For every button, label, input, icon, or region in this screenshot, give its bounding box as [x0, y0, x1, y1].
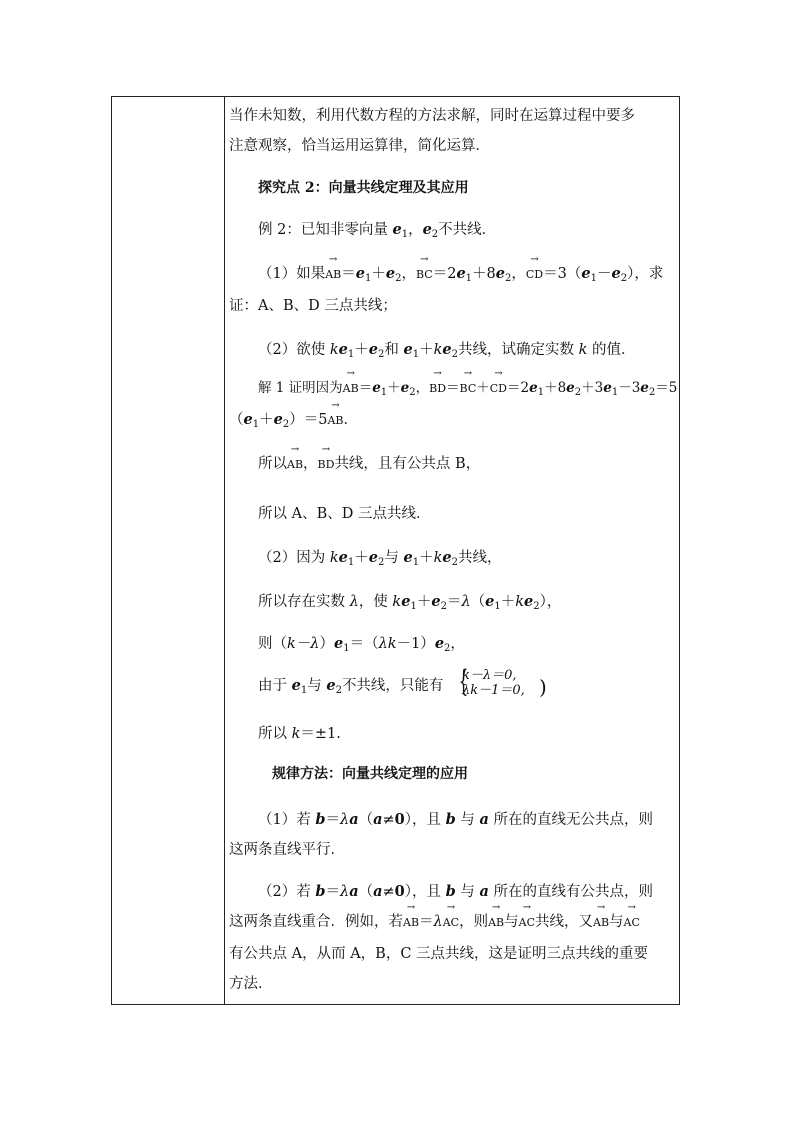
comma: ，: [450, 636, 465, 652]
vector-e: e: [401, 593, 411, 610]
part-2-statement: [258, 340, 636, 365]
vector-AC: → AC: [519, 913, 535, 933]
then-text: 则（: [258, 636, 287, 652]
subscript: 2: [377, 557, 385, 568]
subscript: 2: [282, 419, 290, 430]
example-suffix: 不共线．: [438, 222, 497, 238]
with-text: 与: [455, 812, 480, 828]
with-text: 与: [384, 550, 404, 566]
part-label: （2）欲使: [258, 342, 330, 358]
subscript: 1: [347, 349, 355, 360]
plus: ＋: [419, 550, 434, 566]
vector-a: a: [479, 811, 489, 828]
solution-line-1: [258, 378, 677, 403]
with-text: 与: [504, 914, 519, 930]
var-k: k: [515, 594, 525, 610]
var-k: k: [291, 726, 301, 742]
var-k: k: [329, 342, 339, 358]
equals: ＝: [446, 594, 462, 610]
paren-open: （: [470, 594, 486, 610]
equals-5: ＝5: [655, 380, 678, 396]
period: ．: [343, 412, 358, 428]
section-title: 探究点 2：向量共线定理及其应用: [258, 180, 469, 196]
vector-e: e: [456, 265, 466, 282]
vector-b: b: [315, 883, 326, 900]
vector-e: e: [291, 677, 301, 694]
var-lambda: λ: [339, 812, 350, 828]
plus-8: ＋8: [472, 266, 496, 282]
result-line: [258, 724, 341, 744]
vector-e: e: [333, 635, 344, 652]
vector-e: e: [495, 265, 506, 282]
var-lambda: λ: [349, 594, 359, 610]
not-equal: ≠: [382, 884, 395, 900]
vector-e: e: [338, 549, 348, 566]
vector-e: e: [400, 380, 410, 396]
paren-open: （: [358, 812, 374, 828]
vector-e: e: [422, 221, 432, 238]
rule-tail: 所在的直线有公共点，则: [488, 884, 653, 900]
rule-tail: 所在的直线无公共点，则: [488, 812, 653, 828]
vector-e: e: [442, 341, 452, 358]
so-text: 所以: [258, 726, 292, 742]
plus-8: ＋8: [544, 380, 567, 396]
equals-2: ＝2: [507, 380, 530, 396]
var-k: k: [578, 342, 588, 358]
vector-BC: → BC: [460, 379, 477, 399]
with-text: 与: [609, 914, 624, 930]
solution-line-2: [229, 410, 358, 435]
subscript: 2: [444, 643, 451, 654]
paren-open: （: [358, 884, 374, 900]
vector-a: a: [373, 811, 383, 828]
comma: ，: [303, 456, 318, 472]
subscript: 1: [412, 349, 420, 360]
vector-e: e: [243, 411, 253, 428]
collinear-text: 共线，: [457, 550, 502, 566]
minus-one: －1）: [396, 636, 435, 652]
part-label: （2）因为: [258, 550, 330, 566]
k-minus-lambda: k－λ: [287, 636, 320, 652]
vector-e: e: [485, 593, 495, 610]
so-text: 所以: [258, 456, 287, 472]
equals: ＝: [341, 266, 356, 282]
part-tail: 共线，试确定实数: [457, 342, 579, 358]
equals: ＝（: [349, 636, 379, 652]
vector-e: e: [611, 265, 621, 282]
subscript: 1: [365, 273, 372, 284]
vector-b: b: [315, 811, 326, 828]
subscript: 1: [343, 643, 350, 654]
vector-AB: → AB: [327, 411, 343, 431]
subscript: 2: [574, 387, 582, 398]
part-1-line-1: [258, 264, 663, 289]
vector-e: e: [566, 380, 575, 396]
then-text: ，则: [459, 914, 489, 930]
example-2-statement: [258, 220, 496, 245]
subscript: 2: [377, 349, 385, 360]
vector-AB: → AB: [343, 379, 359, 399]
vector-AB: → AB: [488, 913, 504, 933]
var-lambda: λ: [339, 884, 350, 900]
subscript: 2: [451, 349, 458, 360]
subscript: 2: [335, 685, 342, 696]
subscript: 2: [533, 601, 540, 612]
vector-e: e: [431, 593, 441, 610]
plus: ＋: [354, 342, 369, 358]
vector-AB: → AB: [403, 913, 419, 933]
vector-e: e: [442, 549, 452, 566]
plus-3: ＋3: [581, 380, 604, 396]
subscript: 2: [620, 273, 628, 284]
part-1-line-2: 证：A、B、D 三点共线；: [229, 298, 397, 314]
vector-e: e: [273, 411, 283, 428]
plus: ＋: [419, 342, 434, 358]
vector-BD: → BD: [318, 455, 335, 475]
comma: ，: [401, 266, 416, 282]
zero-vector: 0: [394, 811, 405, 828]
exist-text: 所以存在实数: [258, 594, 350, 610]
vector-e: e: [529, 380, 538, 396]
solution-part-2-line: [258, 548, 501, 573]
paren-close: ）: [319, 636, 334, 652]
result-value: ＝±1.: [300, 726, 341, 742]
plus: ＋: [500, 594, 516, 610]
var-lambda: λ: [433, 914, 443, 930]
vector-a: a: [349, 811, 359, 828]
rule-1-line-1: [258, 810, 653, 830]
paren-close: ），: [539, 594, 562, 610]
equals-3: ＝3（: [543, 266, 582, 282]
vector-CD: → CD: [490, 379, 507, 399]
system-row-2: λk－1＝0,: [462, 683, 525, 698]
since-text: 由于: [258, 678, 292, 694]
such-that-text: ，使: [358, 594, 393, 610]
with-text: 与: [455, 884, 480, 900]
subscript: 2: [440, 601, 447, 612]
if-text: （1）若: [258, 812, 316, 828]
subscript: 1: [252, 419, 260, 430]
vector-e: e: [338, 341, 348, 358]
comma: ，: [415, 380, 430, 396]
example-prefix: 例 2：已知非零向量: [258, 222, 388, 238]
vector-b: b: [445, 883, 456, 900]
vector-e: e: [434, 635, 445, 652]
vector-e: e: [326, 677, 336, 694]
comma: ，: [511, 266, 526, 282]
subscript: 2: [505, 273, 512, 284]
vector-e: e: [385, 265, 396, 282]
vector-e: e: [368, 341, 378, 358]
and-text: ），且: [404, 884, 446, 900]
rule-2-line-4: 方法．: [229, 976, 273, 992]
conclusion-1: 所以 A、B、D 三点共线．: [258, 506, 431, 522]
only-text: 不共线，只能有: [341, 678, 444, 694]
collinear-text: 共线，且有公共点 B，: [334, 456, 481, 472]
vector-a: a: [349, 883, 359, 900]
lambda-k: λk: [378, 636, 397, 652]
vector-e: e: [368, 549, 378, 566]
vector-AB: → AB: [593, 913, 609, 933]
because-text: 因为: [315, 380, 343, 396]
part-tail: ），求: [627, 266, 664, 282]
var-k: k: [433, 342, 443, 358]
var-k: k: [433, 550, 443, 566]
plus: ＋: [416, 594, 432, 610]
rule-2-line-1: [258, 882, 653, 902]
vector-e: e: [392, 221, 402, 238]
subscript: 1: [380, 387, 388, 398]
equals: ＝: [358, 380, 373, 396]
column-divider: [224, 97, 225, 1004]
solution-label: 解 1 证明: [258, 380, 316, 396]
subscript: 1: [347, 557, 355, 568]
intro-line-2: 注意观察，恰当运用运算律，简化运算．: [229, 138, 490, 154]
subscript: 1: [611, 387, 619, 398]
subscript: 2: [409, 387, 416, 398]
equals: ＝: [419, 914, 434, 930]
equals: ＝: [325, 884, 340, 900]
plus: ＋: [387, 380, 401, 396]
vector-e: e: [603, 380, 612, 396]
part-end: 的值．: [587, 342, 636, 358]
method-title: 规律方法：向量共线定理的应用: [272, 766, 468, 782]
if-text: （2）若: [258, 884, 316, 900]
collinear-line: [258, 454, 480, 475]
equals: ＝: [325, 812, 340, 828]
plus: ＋: [476, 380, 490, 396]
zero-vector: 0: [394, 883, 405, 900]
plus: ＋: [259, 412, 274, 428]
comma: ，: [408, 222, 423, 238]
minus: －: [596, 266, 612, 282]
subscript: 1: [412, 557, 420, 568]
vector-b: b: [445, 811, 456, 828]
right-paren-icon: ): [539, 675, 547, 699]
subscript: 1: [465, 273, 473, 284]
subscript: 1: [401, 229, 409, 240]
vector-e: e: [640, 380, 649, 396]
plus: ＋: [371, 266, 386, 282]
vector-AC: → AC: [624, 913, 640, 933]
vector-BC: → BC: [416, 265, 433, 285]
vector-e: e: [403, 341, 413, 358]
subscript: 1: [494, 601, 501, 612]
example-text: 这两条直线重合．例如，若: [229, 914, 403, 930]
subscript: 1: [537, 387, 545, 398]
rule-2-line-3: 有公共点 A，从而 A，B，C 三点共线，这是证明三点共线的重要: [229, 946, 649, 962]
vector-e: e: [524, 593, 534, 610]
intro-line-1: 当作未知数，利用代数方程的方法求解，同时在运算过程中要多: [229, 108, 635, 124]
subscript: 2: [451, 557, 458, 568]
system-row-1: k－λ＝0,: [462, 668, 517, 683]
exist-lambda-line: [258, 592, 561, 617]
vector-a: a: [479, 883, 489, 900]
subscript: 2: [431, 229, 439, 240]
vector-e: e: [403, 549, 413, 566]
vector-e: e: [372, 380, 381, 396]
since-line: [258, 676, 443, 701]
equals: ＝: [446, 380, 460, 396]
subscript: 1: [300, 685, 308, 696]
vector-BD: → BD: [429, 379, 446, 399]
vector-AB: → AB: [287, 455, 303, 475]
plus: ＋: [354, 550, 369, 566]
equals-5: ）＝5: [289, 412, 328, 428]
subscript: 1: [410, 601, 417, 612]
vector-AB: → AB: [325, 265, 341, 285]
paren-open: （: [229, 412, 244, 428]
rule-2-line-2: [229, 912, 640, 933]
with-text: 与: [307, 678, 327, 694]
not-equal: ≠: [382, 812, 395, 828]
var-k: k: [329, 550, 339, 566]
vector-CD: → CD: [526, 265, 543, 285]
and-text: ），且: [404, 812, 446, 828]
and-text: 和: [384, 342, 404, 358]
collinear-text: 共线，又: [535, 914, 594, 930]
vector-e: e: [581, 265, 591, 282]
then-line: [258, 634, 465, 659]
rule-1-line-2: 这两条直线平行．: [229, 842, 345, 858]
brace-icon: {: [458, 664, 469, 699]
vector-e: e: [355, 265, 365, 282]
vector-AC: → AC: [443, 913, 459, 933]
vector-a: a: [373, 883, 383, 900]
var-lambda: λ: [461, 594, 471, 610]
part-label: （1）如果: [258, 266, 326, 282]
subscript: 1: [590, 273, 597, 284]
subscript: 2: [648, 387, 656, 398]
equals-2: ＝2: [432, 266, 457, 282]
minus-3: －3: [618, 380, 641, 396]
equation-system: [458, 664, 525, 699]
subscript: 2: [395, 273, 402, 284]
var-k: k: [392, 594, 402, 610]
